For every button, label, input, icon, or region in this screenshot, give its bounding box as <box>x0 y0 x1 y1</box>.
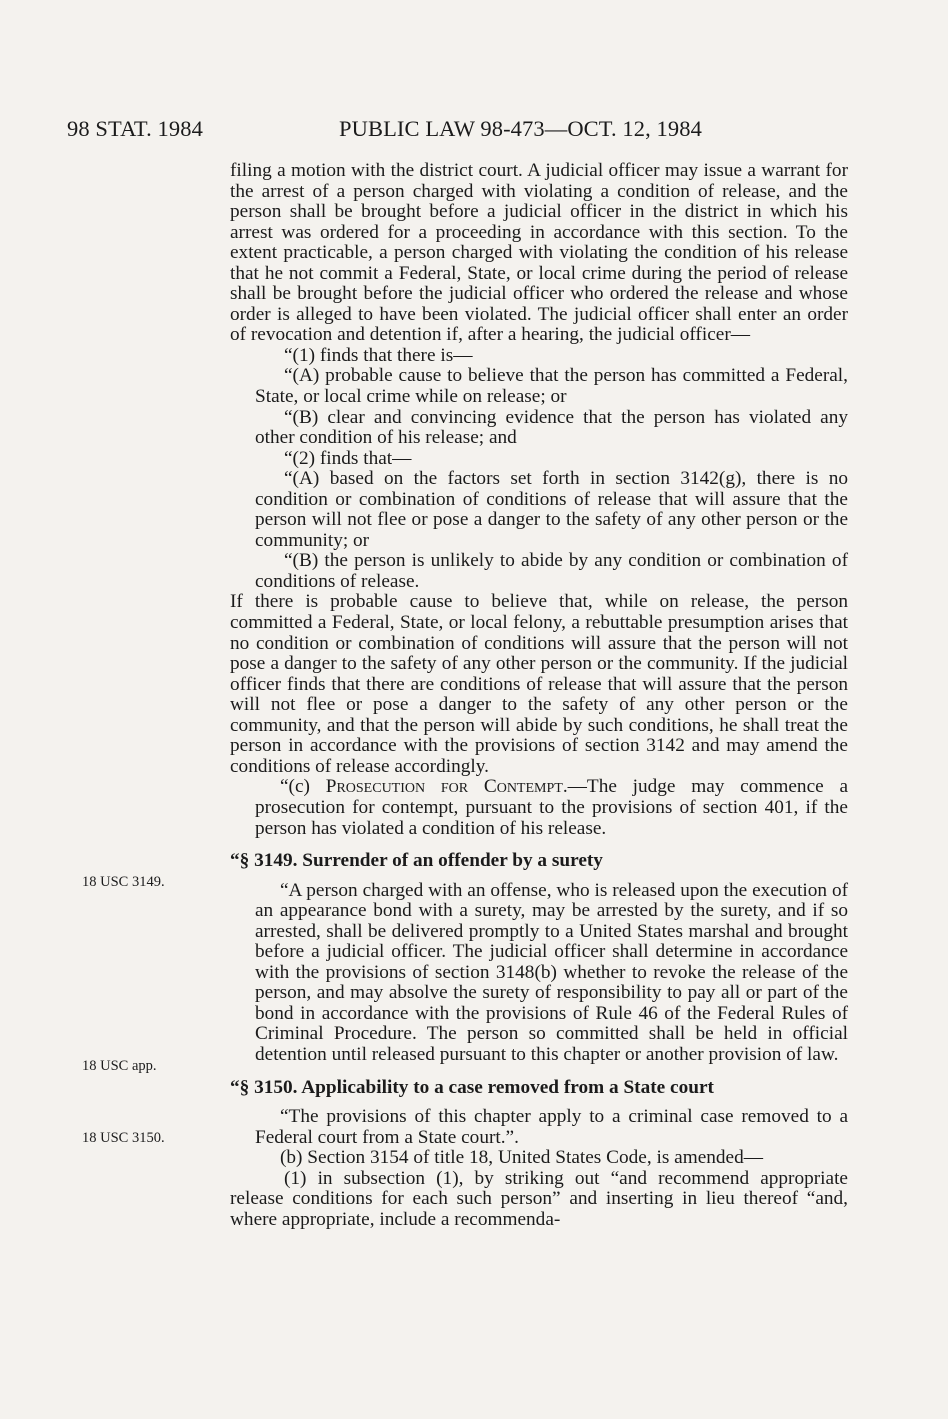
section-3149-text: “A person charged with an offense, who is released upon the execution of an appearance bond with a surety, may be arrested by the surety, and if so arrested, shall be delivered promptly to a United States marshal and brought before a judicial officer. The judicial officer shall determine in accordance with the provisions of section 3148(b) whether to revoke the release of the person, and may absolve the surety of responsibility to pay all or part of the bond in accordance with the provisions of Rule 46 of the Federal Rules of Criminal Procedure. The person so committed shall be held in official detention until released pursuant to this chapter or another provision of law. <box>255 879 848 1065</box>
clause-1a: “(A) probable cause to believe that the person has committed a Federal, State, or local crime while on release; or <box>255 365 848 408</box>
section-3150-text: “The provisions of this chapter apply to a criminal case removed to a Federal court from a State court.”. <box>255 1106 848 1148</box>
margin-note-3150: 18 USC 3150. <box>82 1130 165 1146</box>
contempt-text: —The judge may commence a prosecution for contempt, pursuant to the provisions of section 401, if the person has violated a condition of his release. <box>255 776 849 839</box>
contempt-paragraph <box>230 777 848 839</box>
page-number-header: 98 STAT. 1984 <box>67 116 203 141</box>
amendment-b-1: (1) in subsection (1), by striking out “and recommend appropriate release conditions for each such person” and inserting in lieu thereof “and, where appropriate, include a recommenda- <box>230 1167 848 1230</box>
margin-note-3149: 18 USC 3149. <box>82 874 165 890</box>
presumption-paragraph: If there is probable cause to believe that, while on release, the person committed a Federal, State, or local felony, a rebuttable presumption arises that no condition or combination of conditions will assure that the person will not pose a danger to the safety of any other person or the community. If the judicial officer finds that there are conditions of release that will assure that the person will not flee or pose a danger to the safety of any other person or the community, and that the person will abide by such conditions, he shall treat the person in accordance with the provisions of section 3142 and may amend the conditions of release accordingly. <box>230 591 848 777</box>
amendment-b: (b) Section 3154 of title 18, United States Code, is amended— <box>280 1147 764 1169</box>
clause-2a: “(A) based on the factors set forth in section 3142(g), there is no condition or combination of conditions of release that will assure that the person will not flee or pose a danger to the safety of any other person or the community; or <box>255 468 848 551</box>
contempt-prefix: “(c) <box>280 776 326 798</box>
clause-1b: “(B) clear and convincing evidence that the person has violated any other condition of his release; and <box>255 406 848 449</box>
paragraph-continuation: filing a motion with the district court. A judicial officer may issue a warrant for the arrest of a person charged with violating a condition of release, and the person shall be brought before a judicial officer in the district in which his arrest was ordered for a proceeding in accordance with this section. To the extent practicable, a person charged with violating the condition of his release that he not commit a Federal, State, or local crime during the period of release shall be brought before the judicial officer who ordered the release and whose order is alleged to have been violated. The judicial officer shall enter an order of revocation and detention if, after a hearing, the judicial officer— <box>230 160 848 346</box>
running-title-header: PUBLIC LAW 98-473—OCT. 12, 1984 <box>339 116 702 141</box>
section-3149-heading: “§ 3149. Surrender of an offender by a surety <box>230 850 603 872</box>
section-3150-heading: “§ 3150. Applicability to a case removed from a State court <box>230 1076 714 1098</box>
clause-1: “(1) finds that there is— <box>284 344 473 366</box>
margin-note-app: 18 USC app. <box>82 1058 157 1074</box>
contempt-heading: Prosecution for Contempt. <box>325 776 568 798</box>
clause-2: “(2) finds that— <box>284 447 412 469</box>
clause-2b: “(B) the person is unlikely to abide by any condition or combination of conditions of release. <box>255 550 848 592</box>
document-body <box>230 161 848 1230</box>
